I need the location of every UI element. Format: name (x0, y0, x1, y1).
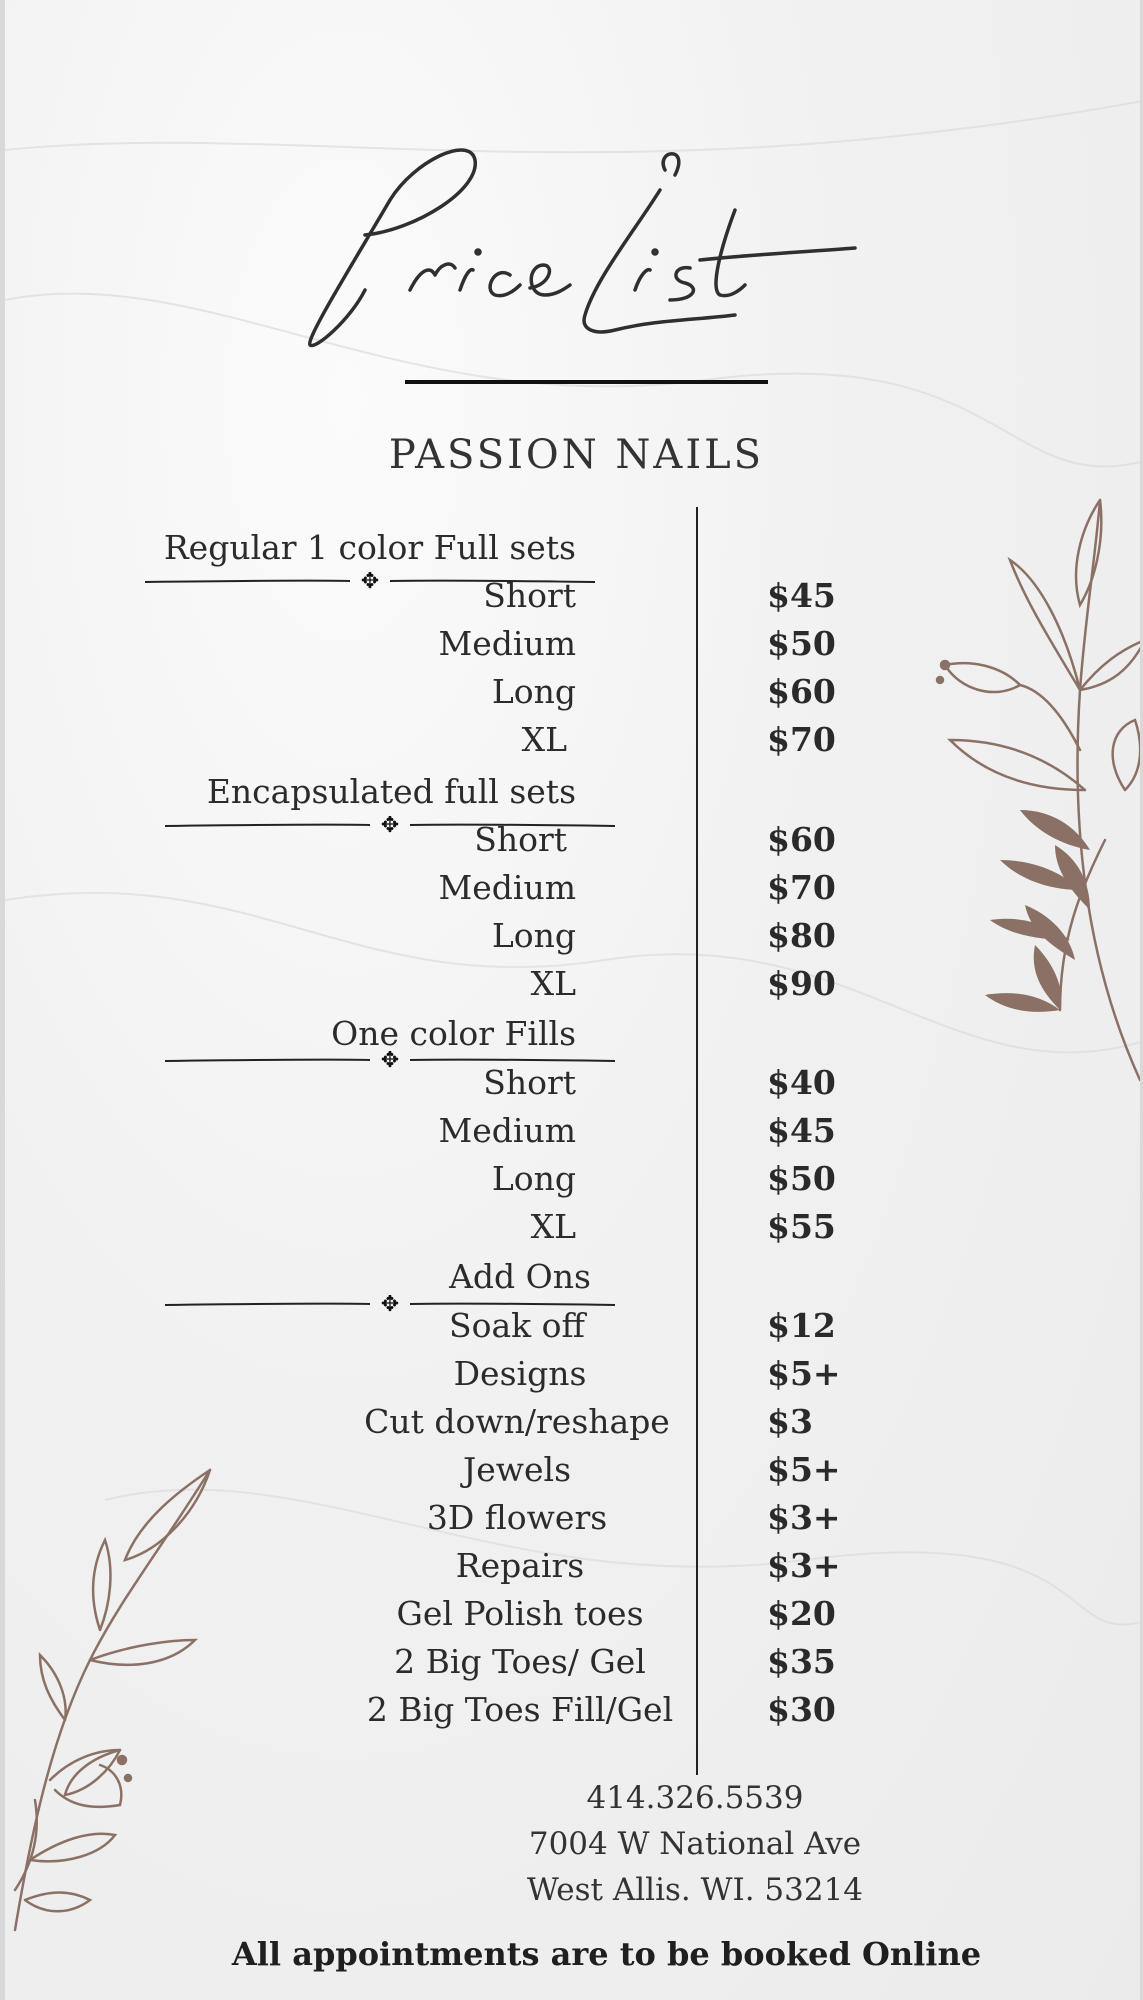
contact-address-line2: West Allis. WI. 53214 (526, 1872, 864, 1908)
title-underline (405, 380, 768, 384)
item-label: Medium (438, 868, 576, 907)
item-price: $40 (767, 1063, 836, 1102)
fleur-icon: ✥ (380, 816, 400, 836)
item-label: Jewels (462, 1450, 572, 1489)
item-label: XL (521, 720, 567, 759)
item-label: Short (483, 576, 576, 615)
item-label: Designs (453, 1354, 587, 1393)
item-price: $50 (767, 624, 836, 663)
item-label: Short (474, 820, 567, 859)
item-price: $45 (767, 1111, 836, 1150)
fleur-icon: ✥ (380, 1051, 400, 1071)
floral-left-icon (10, 1460, 220, 1940)
item-price: $3+ (767, 1546, 841, 1585)
item-price: $12 (767, 1306, 836, 1345)
section-heading: Add Ons (449, 1257, 591, 1296)
item-label: Long (491, 1159, 576, 1198)
floral-right-icon (930, 490, 1143, 1090)
item-price: $80 (767, 916, 836, 955)
contact-phone: 414.326.5539 (586, 1780, 804, 1816)
item-price: $30 (767, 1690, 836, 1729)
item-label: 2 Big Toes/ Gel (394, 1642, 646, 1681)
item-label: Gel Polish toes (396, 1594, 644, 1633)
fleur-icon: ✥ (360, 572, 380, 592)
price-list-script-title (295, 140, 875, 360)
section-heading: Regular 1 color Full sets (163, 528, 576, 567)
shop-name: PASSION NAILS (388, 432, 765, 478)
item-label: 2 Big Toes Fill/Gel (366, 1690, 674, 1729)
item-label: Cut down/reshape (364, 1402, 670, 1441)
item-price: $3 (767, 1402, 813, 1441)
item-label: Long (491, 672, 576, 711)
item-label: Medium (438, 1111, 576, 1150)
fleur-icon: ✥ (380, 1295, 400, 1315)
item-price: $50 (767, 1159, 836, 1198)
item-label: Soak off (449, 1306, 585, 1345)
booking-note: All appointments are to be booked Online (231, 1935, 982, 1973)
item-price: $70 (767, 720, 836, 759)
item-price: $60 (767, 672, 836, 711)
item-price: $45 (767, 576, 836, 615)
item-price: $5+ (767, 1450, 841, 1489)
item-label: Medium (438, 624, 576, 663)
section-heading: One color Fills (331, 1014, 576, 1053)
item-label: Short (483, 1063, 576, 1102)
item-label: XL (530, 1207, 576, 1246)
item-price: $5+ (767, 1354, 841, 1393)
item-price: $3+ (767, 1498, 841, 1537)
title (295, 140, 875, 360)
item-label: XL (530, 964, 576, 1003)
item-label: Repairs (455, 1546, 585, 1585)
contact-address-line1: 7004 W National Ave (528, 1826, 862, 1862)
item-price: $20 (767, 1594, 836, 1633)
item-label: 3D flowers (426, 1498, 608, 1537)
item-price: $60 (767, 820, 836, 859)
section-heading: Encapsulated full sets (206, 772, 576, 811)
item-price: $55 (767, 1207, 836, 1246)
item-price: $70 (767, 868, 836, 907)
item-price: $35 (767, 1642, 836, 1681)
item-label: Long (491, 916, 576, 955)
item-price: $90 (767, 964, 836, 1003)
